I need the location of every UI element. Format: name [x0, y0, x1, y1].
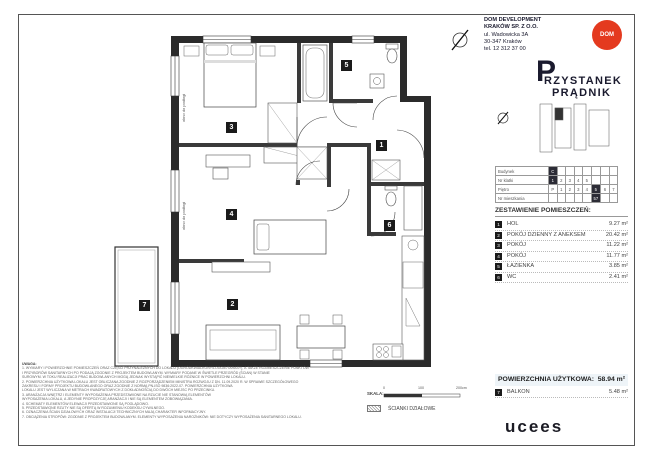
toilet [386, 44, 398, 63]
wc-fittings [372, 160, 422, 230]
rooms-heading: ZESTAWIENIE POMIESZCZEŃ: [495, 207, 628, 217]
room-number: 3 [495, 242, 502, 249]
scale-bar [384, 394, 460, 397]
room-label-2: 2 [227, 299, 238, 310]
floor-cell: 3 [574, 185, 583, 194]
room-name: POKÓJ [507, 242, 526, 248]
balcony-outline [115, 247, 158, 366]
stair-cell: 4 [574, 176, 583, 185]
floor-cell: 4 [583, 185, 592, 194]
room-area: 20.42 m² [605, 231, 628, 238]
balcony-area: 5.48 m² [609, 389, 628, 395]
room-area: 11.22 m² [606, 242, 628, 248]
note-line: 1. WYMIARY I POWIERZCHNIE POMIESZCZEŃ ORAZ CZĘŚCI PRZYNALEŻNYCH DO LOKALU (OGRÓDKI/BALKONY/LOGGIE/TARASY), A TAKŻE ROZMIESZCZENIE PUNKTÓW [22, 366, 309, 371]
room-row [495, 262, 628, 273]
floor-cell: 7 [609, 185, 618, 194]
room-area: 3.85 m² [609, 263, 628, 269]
dom-logo: DOM [592, 20, 622, 50]
room-number: 4 [495, 253, 502, 260]
total-area [495, 374, 628, 386]
note-line: 7. OBCIĄŻENIA STROPÓW: ZGODNIE Z PROJEKTEM BUDOWLANYM. ELEMENTY WYPOSAŻENIA NAROŻNIKÓW: NIE DOTYCZY WYPOSAŻENIA SANITARNEGO LOKALU. [22, 414, 302, 419]
stair-cell: 3 [566, 176, 575, 185]
floor-cell: 6 [601, 185, 610, 194]
scale-tick-200: 200cm [456, 386, 467, 390]
room-row [495, 252, 628, 263]
partition-wall-swatch [367, 405, 381, 412]
partition-wall-label: ŚCIANKI DZIAŁOWE [388, 406, 436, 412]
double-bed [184, 43, 275, 107]
project-logo-letter: P [536, 55, 558, 88]
stair-label: Nr klatki [496, 176, 549, 185]
dining-table [297, 315, 345, 359]
scale-tick-100: 100 [418, 386, 424, 390]
site-plan-thumbnail [540, 104, 609, 152]
company-name-1: DOM DEVELOPMENT [484, 17, 542, 23]
kitchen-counter [373, 236, 424, 360]
room-row [495, 220, 628, 231]
room-row [495, 231, 628, 242]
room-number: 6 [495, 274, 502, 281]
floor-cell: P [549, 185, 558, 194]
room-number: 5 [495, 263, 502, 270]
note-line: 2. POWIERZCHNIA UŻYTKOWA LOKALU JEST OBLICZANA ZGODNIE Z ROZPORZĄDZENIEM MINISTRA ROZWOJU Z DN. 11.09.2020 R. W SPRAWIE SZCZEGÓŁOWEGO [22, 379, 299, 384]
compass-icon [452, 30, 468, 50]
room-label-1: 1 [376, 140, 387, 151]
company-phone: tel. 12 312 37 00 [484, 46, 526, 53]
note-line: 4. SCHEMATY ELEMENTÓW ELEWACJI PRZEDSTAWIONE SĄ POGLĄDOWO. [22, 401, 149, 406]
total-area-label: POWIERZCHNIA UŻYTKOWA: [498, 376, 595, 383]
floor-cell: 2 [566, 185, 575, 194]
building-label: Budynek [496, 167, 549, 176]
room-number: 2 [495, 232, 502, 239]
stair-cell: 5 [583, 176, 592, 185]
stair-cell: 1 [549, 176, 558, 185]
bathtub [303, 45, 327, 101]
company-street: ul. Wadowicka 3A [484, 31, 529, 38]
ucees-logo: ucees [505, 417, 564, 436]
notes-title: UWAGA: [22, 362, 37, 366]
room-label-5: 5 [341, 60, 352, 71]
location-table [495, 166, 618, 203]
project-logo-line1: RZYSTANEK [544, 75, 623, 87]
room-row [495, 241, 628, 252]
room-row [495, 273, 628, 284]
floor-cell-active: 5 [591, 185, 601, 194]
note-line: LOKALU JEST WYLICZANA W METRACH KWADRATOWYCH Z DOKŁADNOŚCIĄ DO DWÓCH MIEJSC PO PRZECINKU. [22, 388, 216, 393]
room-number: 1 [495, 221, 502, 228]
balcony-name: BALKON [507, 389, 530, 395]
scale-tick-0: 0 [383, 386, 385, 390]
rooms-list [495, 220, 628, 283]
balcony-row [495, 388, 628, 398]
company-name-2: KRAKÓW SP. Z O.O. [484, 24, 538, 31]
hall-wardrobe [297, 147, 327, 179]
room-label-7: 7 [139, 300, 150, 311]
wardrobe-3 [268, 103, 297, 143]
stair-cell: 2 [557, 176, 566, 185]
room-label-6: 6 [384, 220, 395, 231]
room-area: 9.27 m² [609, 221, 628, 227]
single-bed [254, 220, 326, 254]
room-name: WC [507, 273, 517, 280]
room-label-4: 4 [226, 209, 237, 220]
total-area-value: 58.94 m² [597, 376, 625, 383]
floor-label: Piętro [496, 185, 549, 194]
window-note-room4: okno do podłogi [181, 201, 186, 230]
note-line: 5. PRZEDSTAWIONE RZUTY NIE SĄ OFERTĄ W ROZUMIENIU KODEKSU CYWILNEGO. [22, 406, 165, 411]
room-label-3: 3 [226, 122, 237, 133]
project-logo-line2: PRĄDNIK [552, 87, 612, 99]
apartment-value: 57 [591, 194, 601, 203]
washbasin [370, 74, 384, 88]
apartment-label: Nr mieszkania [496, 194, 549, 203]
wardrobe-living [212, 262, 270, 272]
compass-small-icon [498, 112, 508, 124]
room-name: HOL [507, 221, 519, 227]
room-area: 2.41 m² [609, 273, 628, 280]
balcony-number: 7 [495, 389, 502, 396]
floor-cell: 1 [557, 185, 566, 194]
building-value: C [549, 167, 558, 176]
company-info [484, 17, 541, 53]
note-line: 3. ARANŻACJA WNĘTRZ I ELEMENTY WYPOSAŻENIA PRZEDSTAWIONE NA RZUCIE NIE STANOWIĄ ELEMENTÓW [22, 392, 211, 397]
room-name: POKÓJ DZIENNY Z ANEKSEM [507, 231, 586, 238]
note-line: SUROWYM. W TOKU REALIZACJI PRAC BUDOWLANYCH MOGĄ JEDNAK WYSTĄPIĆ NIEWIELKIE RÓŻNICE W POWIERZCHNI LOKALU. [22, 375, 246, 380]
note-line: ZAKRESU I FORMY PROJEKTU BUDOWLANEGO ORAZ ZGODNIE Z NORMĄ PN-ISO 9836:2022-07. POWIERZCHNIA UŻYTKOWA [22, 384, 233, 389]
note-line: I PRZYBORÓW SANITARNYCH PO PODAJĄ ZGODNIE Z PROJEKTEM BUDOWLANYM. WYMIARY PODANE W ŚWIETLE PRZEGRÓD (ŚCIAN) W STANIE [22, 370, 270, 375]
scale-label: SKALA: [367, 391, 384, 396]
note-line: WYPOSAŻENIA LOKALU, A JEDYNIE PROPOZYCJĘ ARANŻACJI I NIE SĄ ELEMENTEM ZOBOWIĄZANIA. [22, 397, 193, 402]
window-note-room3: okno do podłogi [181, 93, 186, 122]
room-area: 11.77 m² [606, 252, 628, 259]
company-city: 30-347 Kraków [484, 38, 522, 45]
desk-and-chair [206, 155, 250, 179]
note-line: 6. OZNACZENIA ŚCIAN DZIAŁOWYCH ORAZ INSTALACJI TECHNICZNYCH MAJĄ CHARAKTER INFORMACYJNY. [22, 410, 206, 415]
room-name: POKÓJ [507, 252, 526, 259]
room-name: ŁAZIENKA [507, 263, 535, 269]
notes [22, 362, 358, 419]
sofa [206, 325, 280, 360]
